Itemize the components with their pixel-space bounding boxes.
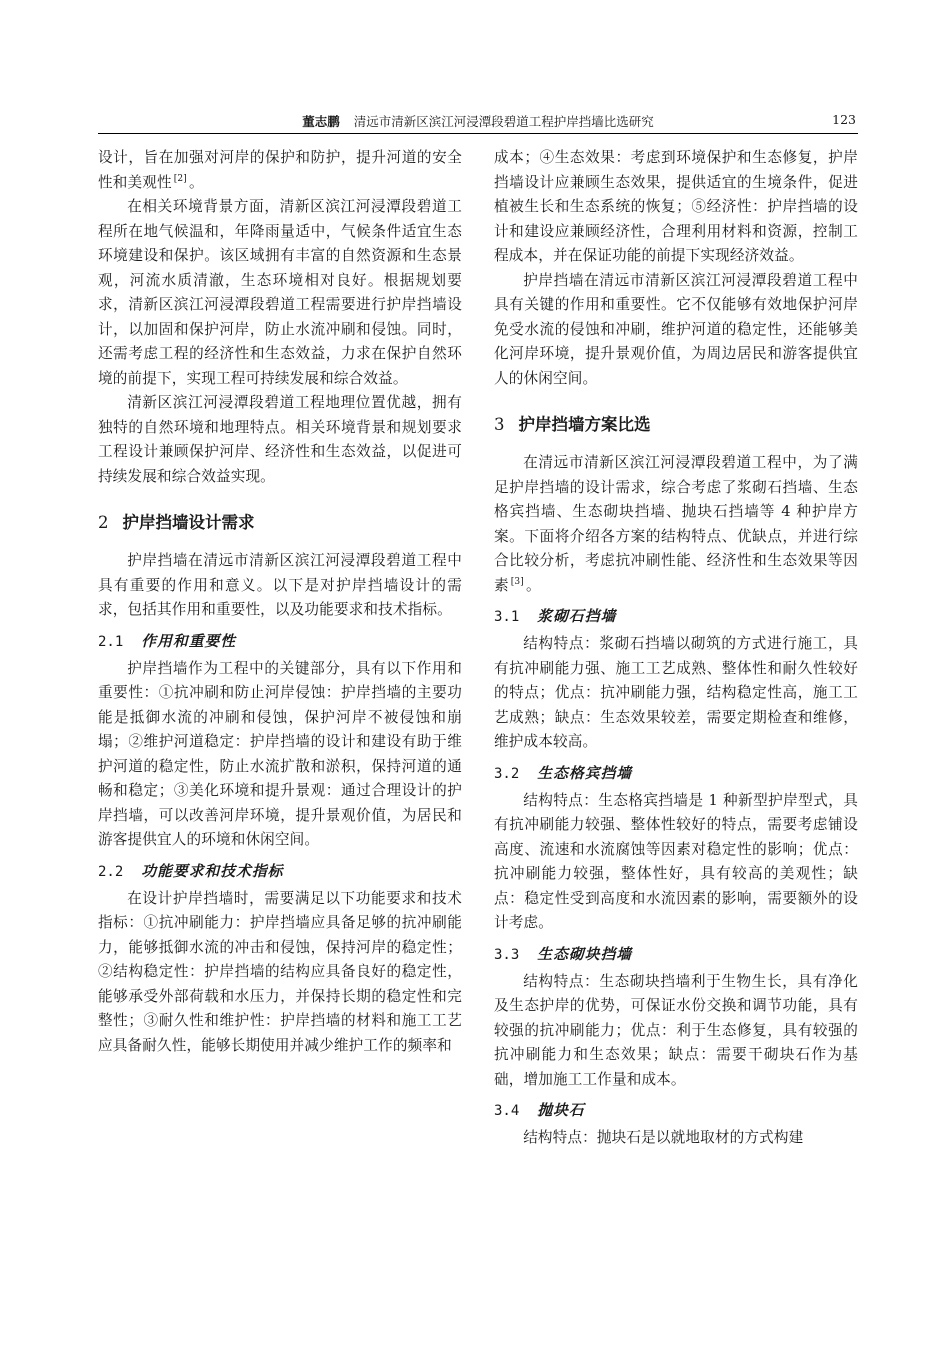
subsection-heading-3-3: 3.3 生态砌块挡墙	[494, 945, 633, 963]
section-heading-3: 3 护岸挡墙方案比选	[494, 415, 651, 434]
running-head	[98, 110, 858, 130]
paragraph: 结构特点：抛块石是以就地取材的方式构建	[523, 1129, 804, 1146]
subsection-heading-3-2: 3.2 生态格宾挡墙	[494, 764, 633, 782]
paragraph: 成本；④生态效果：考虑到环境保护和生态修复，护岸挡墙设计应兼顾生态效果，提供适宜的生境条件，促进植被生长和生态系统的恢复；⑤经济性：护岸挡墙的设计和建设应兼顾经济性，合理利用材料和资源，控制工程成本，并在保证功能的前提下实现经济效益。	[494, 149, 858, 264]
paragraph: 清新区滨江河浸潭段碧道工程地理位置优越，拥有独特的自然环境和地理特点。相关环境背景和规划要求工程设计兼顾保护河岸、经济性和生态效益，以促进可持续发展和综合效益实现。	[98, 394, 462, 485]
header-title: 清远市清新区滨江河浸潭段碧道工程护岸挡墙比选研究	[353, 114, 654, 129]
paragraph: 结构特点：生态格宾挡墙是 1 种新型护岸型式，具有抗冲刷能力较强、整体性较好的特点，需要考虑铺设高度、流速和水流腐蚀等因素对稳定性的影响；优点：抗冲刷能力较强，整体性好，具有较高的美观性；缺点：稳定性受到高度和水流因素的影响，需要额外的设计考虑。	[494, 791, 858, 931]
subsection-heading-2-2: 2.2 功能要求和技术指标	[98, 862, 284, 880]
paragraph: 结构特点：浆砌石挡墙以砌筑的方式进行施工，具有抗冲刷能力强、施工工艺成熟、整体性和耐久性较好的特点；优点：抗冲刷能力强，结构稳定性高，施工工艺成熟；缺点：生态效果较差，需要定期检查和维修，维护成本较高。	[494, 635, 858, 750]
citation: [2]	[173, 173, 187, 184]
paragraph: 结构特点：生态砌块挡墙利于生物生长，具有净化及生态护岸的优势，可保证水份交换和调节功能，具有较强的抗冲刷能力；优点：利于生态修复，具有较强的抗冲刷能力和生态效果；缺点：需要干砌块石作为基础，增加施工工作量和成本。	[494, 972, 858, 1088]
paragraph: 在清远市清新区滨江河浸潭段碧道工程中，为了满足护岸挡墙的设计需求，综合考虑了浆砌石挡墙、生态格宾挡墙、生态砌块挡墙、抛块石挡墙等 4 种护岸方案。下面将介绍各方案的结构特点、优缺点，并进行综合比较分析，考虑抗冲刷性能、经济性和生态效果等因素 [3] 。	[494, 454, 858, 594]
left-column	[98, 146, 462, 1058]
paragraph: 护岸挡墙在清远市清新区滨江河浸潭段碧道工程中具有关键的作用和重要性。它不仅能够有效地保护河岸免受水流的侵蚀和冲刷，维护河道的稳定性，还能够美化河岸环境，提升景观价值，为周边居民和游客提供宜人的休闲空间。	[494, 271, 858, 387]
header-rule	[98, 133, 858, 134]
subsection-heading-3-1: 3.1 浆砌石挡墙	[494, 608, 617, 625]
running-title	[98, 112, 858, 130]
paragraph: 在设计护岸挡墙时，需要满足以下功能要求和技术指标：①抗冲刷能力：护岸挡墙应具备足够的抗冲刷能力，能够抵御水流的冲击和侵蚀，保持河岸的稳定性；②结构稳定性：护岸挡墙的结构应具备良好的稳定性，能够承受外部荷载和水压力，并保持长期的稳定性和完整性；③耐久性和维护性：护岸挡墙的材料和施工工艺应具备耐久性，能够长期使用并减少维护工作的频率和	[98, 889, 462, 1054]
paragraph: 在相关环境背景方面，清新区滨江河浸潭段碧道工程所在地气候温和，年降雨量适中，气候条件适宜生态环境建设和保护。该区域拥有丰富的自然资源和生态景观，河流水质清澈，生态环境相对良好。根据规划要求，清新区滨江河浸潭段碧道工程需要进行护岸挡墙设计，以加固和保护河岸，防止水流冲刷和侵蚀。同时，还需考虑工程的经济性和生态效益，力求在保护自然环境的前提下，实现工程可持续发展和综合效益。	[98, 198, 462, 387]
paragraph: 护岸挡墙作为工程中的关键部分，具有以下作用和重要性：①抗冲刷和防止河岸侵蚀：护岸挡墙的主要功能是抵御水流的冲刷和侵蚀，保护河岸不被侵蚀和崩塌；②维护河道稳定：护岸挡墙的设计和建设有助于维护河道的稳定性，防止水流扩散和淤积，保持河道的通畅和稳定；③美化环境和提升景观：通过合理设计的护岸挡墙，可以改善河岸环境，提升景观价值，为居民和游客提供宜人的环境和休闲空间。	[98, 659, 462, 848]
citation: [3]	[510, 576, 524, 587]
subsection-heading-3-4: 3.4 抛块石	[494, 1102, 585, 1119]
section-heading-2: 2 护岸挡墙设计需求	[98, 513, 255, 532]
paragraph: 护岸挡墙在清远市清新区滨江河浸潭段碧道工程中具有重要的作用和意义。以下是对护岸挡墙设计的需求，包括其作用和重要性，以及功能要求和技术指标。	[98, 552, 462, 618]
paragraph: 设计，旨在加强对河岸的保护和防护，提升河道的安全性和美观性 [2] 。	[98, 149, 462, 191]
page-number: 123	[832, 112, 856, 127]
header-author: 董志鹏	[302, 114, 340, 129]
right-column	[494, 146, 858, 1151]
subsection-heading-2-1: 2.1 作用和重要性	[98, 632, 237, 650]
